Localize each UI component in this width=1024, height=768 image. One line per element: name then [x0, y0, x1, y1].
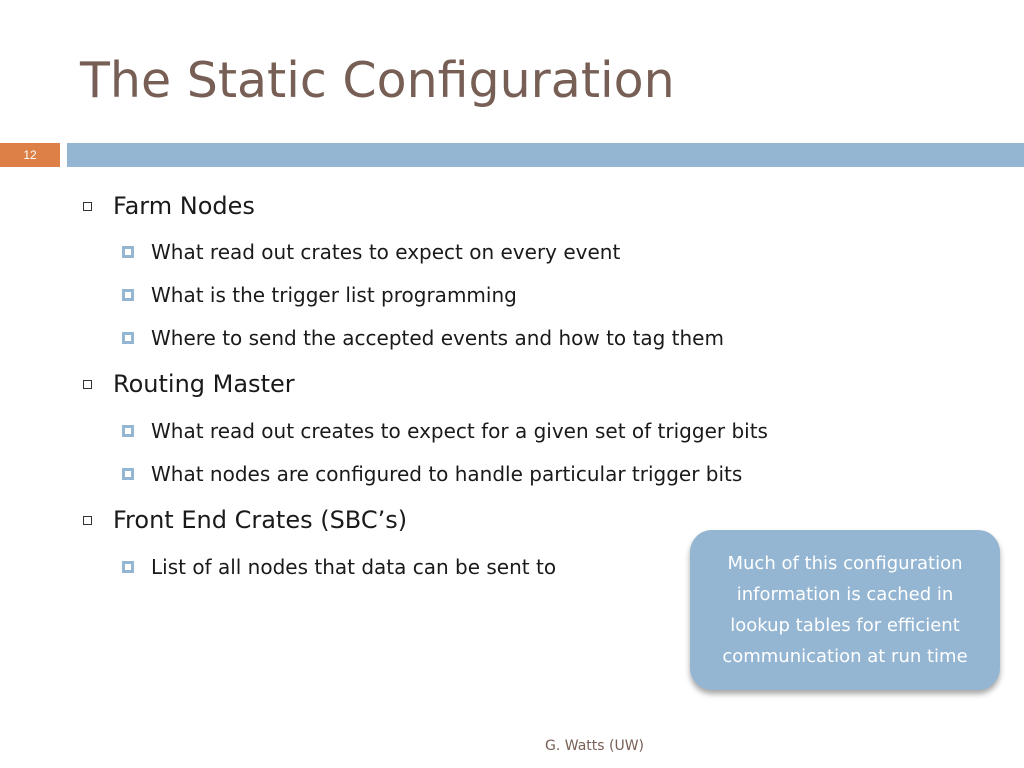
callout-box — [690, 530, 1000, 690]
sub-bullet-text: What read out crates to expect on every event — [151, 240, 621, 264]
bullet-label: Farm Nodes — [113, 192, 255, 220]
hollow-square-bullet-icon — [83, 202, 92, 211]
sub-bullet-text: List of all nodes that data can be sent to — [151, 555, 557, 579]
slide-number-badge: 12 — [0, 143, 60, 167]
sub-bullet — [122, 555, 556, 579]
sub-bullet-text: What is the trigger list programming — [151, 283, 517, 307]
square-bullet-icon — [122, 468, 134, 480]
square-bullet-icon — [122, 246, 134, 258]
square-bullet-icon — [122, 425, 134, 437]
sub-bullet — [122, 462, 742, 486]
hollow-square-bullet-icon — [83, 516, 92, 525]
bullet-front-end-crates — [83, 506, 407, 534]
title-divider-bar — [67, 143, 1024, 167]
bullet-label: Front End Crates (SBC’s) — [113, 506, 408, 534]
slide-title: The Static Configuration — [80, 52, 675, 109]
hollow-square-bullet-icon — [83, 380, 92, 389]
sub-bullet — [122, 283, 517, 307]
callout-line: lookup tables for efficient — [730, 615, 960, 636]
sub-bullet-text: What nodes are configured to handle particular trigger bits — [151, 462, 743, 486]
callout-line: communication at run time — [722, 646, 968, 667]
bullet-label: Routing Master — [113, 370, 295, 398]
sub-bullet — [122, 419, 768, 443]
sub-bullet-text: What read out creates to expect for a given set of trigger bits — [151, 419, 768, 443]
callout-line: information is cached in — [736, 584, 954, 605]
sub-bullet — [122, 326, 724, 350]
sub-bullet — [122, 240, 620, 264]
bullet-routing-master — [83, 370, 295, 398]
callout-text — [722, 548, 967, 672]
square-bullet-icon — [122, 561, 134, 573]
footer-author: G. Watts (UW) — [545, 738, 645, 754]
callout-line: Much of this configuration — [727, 553, 963, 574]
square-bullet-icon — [122, 289, 134, 301]
sub-bullet-text: Where to send the accepted events and how to tag them — [151, 326, 724, 350]
square-bullet-icon — [122, 332, 134, 344]
bullet-farm-nodes — [83, 192, 255, 220]
